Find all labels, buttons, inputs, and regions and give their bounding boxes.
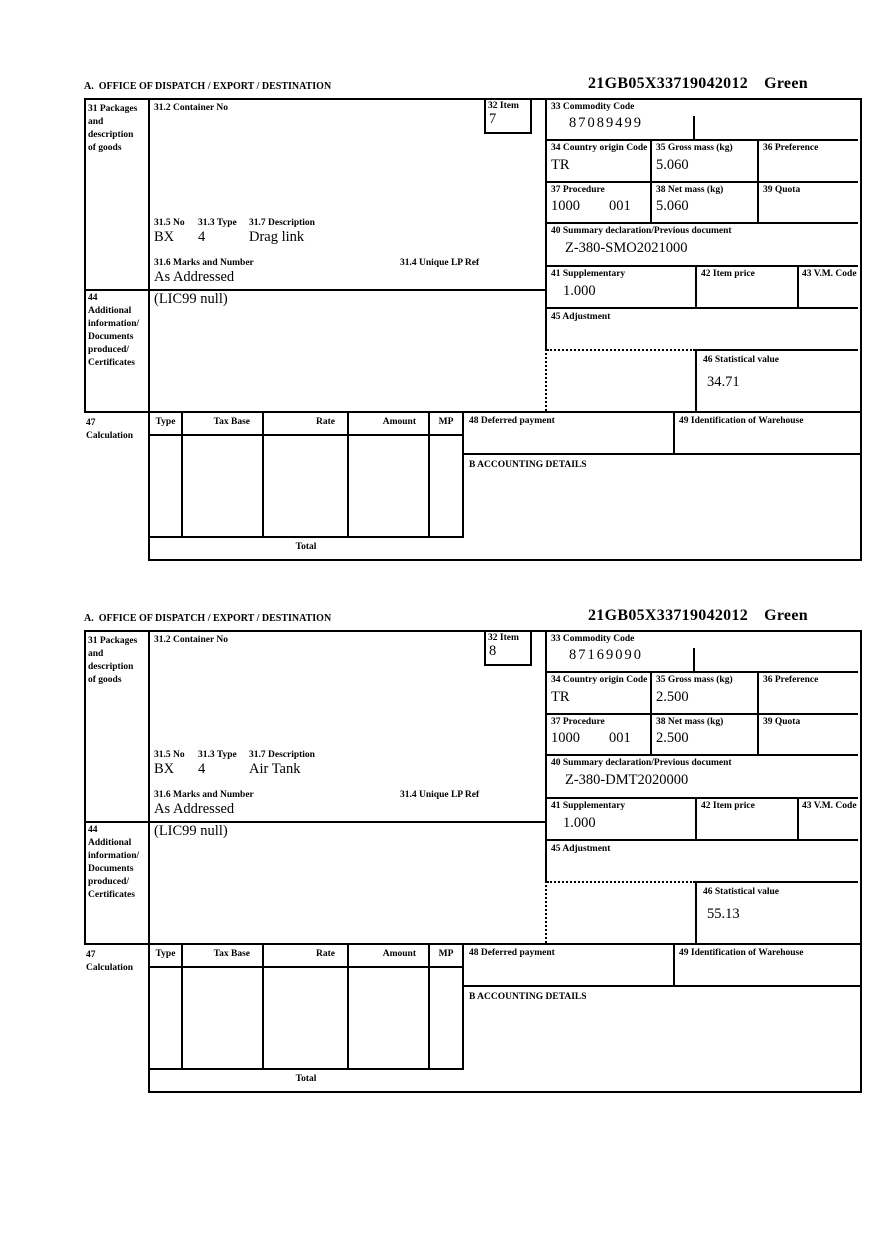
deferred-payment-label: 48 Deferred payment xyxy=(469,948,555,958)
box44-label-line: Certificates xyxy=(88,358,135,368)
preference-label: 36 Preference xyxy=(763,675,819,685)
box44-label xyxy=(88,824,139,902)
marks-label: 31.6 Marks and Number xyxy=(154,258,254,268)
box47-label-line: Calculation xyxy=(86,963,133,973)
preference-box xyxy=(759,673,858,715)
gross-mass-value: 2.500 xyxy=(656,689,689,705)
description-label: 31.7 Description xyxy=(249,750,315,760)
gross-mass-label: 35 Gross mass (kg) xyxy=(656,143,733,153)
country-origin-label: 34 Country origin Code xyxy=(551,143,648,153)
warehouse-identification-box xyxy=(675,945,862,987)
deferred-payment-box xyxy=(464,945,675,987)
statistical-value: 34.71 xyxy=(707,374,740,390)
box31-label xyxy=(88,103,137,155)
vm-code-box xyxy=(799,267,858,309)
box44-label-line: produced/ xyxy=(88,877,130,887)
item-price-label: 42 Item price xyxy=(701,801,755,811)
commodity-code-value: 87089499 xyxy=(569,115,643,131)
box31-label-line: 31 Packages xyxy=(88,104,138,114)
box31-label xyxy=(88,635,137,687)
divider xyxy=(148,632,150,943)
table-cell xyxy=(183,968,264,1068)
box47-label xyxy=(86,949,133,975)
vm-code-box xyxy=(799,799,858,841)
marks-label: 31.6 Marks and Number xyxy=(154,790,254,800)
box31-label-line: 31 Packages xyxy=(88,636,138,646)
statistical-value: 55.13 xyxy=(707,906,740,922)
box44-label-line: 44 xyxy=(88,825,98,835)
item-price-label: 42 Item price xyxy=(701,269,755,279)
goods-description-value: Drag link xyxy=(249,229,305,245)
package-type-label: 31.3 Type xyxy=(198,750,237,760)
item-price-box xyxy=(697,267,799,309)
divider xyxy=(148,100,150,411)
statistical-value-label: 46 Statistical value xyxy=(703,355,779,365)
vm-code-label: 43 V.M. Code xyxy=(802,801,857,811)
box44-label-line: Additional xyxy=(88,306,132,316)
procedure-suffix-value: 001 xyxy=(609,198,631,214)
movement-reference-number: 21GB05X33719042012 xyxy=(588,607,749,624)
box47-label-line: Calculation xyxy=(86,431,133,441)
box44-label-line: Additional xyxy=(88,838,132,848)
procedure-suffix-value: 001 xyxy=(609,730,631,746)
supplementary-value: 1.000 xyxy=(563,283,596,299)
box47-label xyxy=(86,417,133,443)
goods-description-value: Air Tank xyxy=(249,761,301,777)
unique-lp-ref-label: 31.4 Unique LP Ref xyxy=(400,790,480,800)
supplementary-box xyxy=(547,799,697,841)
box44-label-line: Documents xyxy=(88,864,134,874)
table-cell xyxy=(150,968,183,1068)
table-cell xyxy=(183,436,264,536)
column-header-amount: Amount xyxy=(349,413,430,436)
box44-label xyxy=(88,292,139,370)
procedure-value: 1000 xyxy=(551,198,580,214)
container-no-label: 31.2 Container No xyxy=(154,103,228,113)
additional-information-value: (LIC99 null) xyxy=(154,823,228,839)
preference-box xyxy=(759,141,858,183)
goods-item-area xyxy=(84,98,862,413)
column-header-mp: MP xyxy=(430,413,462,436)
dotted-divider-horizontal xyxy=(547,881,695,883)
routing-status: Green xyxy=(764,75,808,92)
previous-document-value: Z-380-DMT2020000 xyxy=(565,772,689,788)
box31-label-line: of goods xyxy=(88,675,122,685)
item-number-label: 32 Item xyxy=(488,101,519,111)
box31-label-line: and xyxy=(88,117,104,127)
box47-label-line: 47 xyxy=(86,950,96,960)
deferred-payment-label: 48 Deferred payment xyxy=(469,416,555,426)
box31-label-line: of goods xyxy=(88,143,122,153)
commodity-code-label: 33 Commodity Code xyxy=(551,102,635,112)
net-mass-label: 38 Net mass (kg) xyxy=(656,185,724,195)
box47-label-line: 47 xyxy=(86,418,96,428)
table-cell xyxy=(430,968,462,1068)
previous-document-label: 40 Summary declaration/Previous document xyxy=(551,758,732,768)
warehouse-identification-label: 49 Identification of Warehouse xyxy=(679,948,804,958)
accounting-details-label: B ACCOUNTING DETAILS xyxy=(469,992,587,1002)
package-no-value: BX xyxy=(154,229,175,245)
box44-label-line: Documents xyxy=(88,332,134,342)
net-mass-value: 2.500 xyxy=(656,730,689,746)
description-label: 31.7 Description xyxy=(249,218,315,228)
declaration-reference xyxy=(588,607,808,625)
box44-label-line: 44 xyxy=(88,293,98,303)
procedure-value: 1000 xyxy=(551,730,580,746)
previous-document-box xyxy=(547,756,858,799)
package-type-value: 4 xyxy=(198,229,206,245)
commodity-code-box xyxy=(547,100,858,141)
column-header-type: Type xyxy=(150,413,183,436)
gross-mass-value: 5.060 xyxy=(656,157,689,173)
commodity-code-label: 33 Commodity Code xyxy=(551,634,635,644)
box44-label-line: Certificates xyxy=(88,890,135,900)
quota-label: 39 Quota xyxy=(763,185,801,195)
calculation-table xyxy=(148,413,464,538)
column-header-tax-base: Tax Base xyxy=(183,945,264,968)
quota-box xyxy=(759,715,858,756)
quota-label: 39 Quota xyxy=(763,717,801,727)
package-no-value: BX xyxy=(154,761,175,777)
column-header-tax-base: Tax Base xyxy=(183,413,264,436)
supplementary-label: 41 Supplementary xyxy=(551,269,626,279)
package-no-label: 31.5 No xyxy=(154,750,185,760)
dotted-divider-vertical xyxy=(545,349,547,411)
statistical-value-label: 46 Statistical value xyxy=(703,887,779,897)
procedure-box xyxy=(547,715,652,756)
procedure-label: 37 Procedure xyxy=(551,185,605,195)
calculation-table-body xyxy=(150,436,462,536)
item-number-value: 7 xyxy=(489,111,497,127)
warehouse-identification-label: 49 Identification of Warehouse xyxy=(679,416,804,426)
box31-label-line: description xyxy=(88,662,134,672)
declaration-reference xyxy=(588,75,808,93)
table-cell xyxy=(349,436,430,536)
country-origin-value: TR xyxy=(551,157,570,173)
declaration-item-block xyxy=(0,594,882,1106)
previous-document-value: Z-380-SMO2021000 xyxy=(565,240,688,256)
preference-label: 36 Preference xyxy=(763,143,819,153)
country-origin-box xyxy=(547,673,652,715)
net-mass-label: 38 Net mass (kg) xyxy=(656,717,724,727)
statistical-value-box xyxy=(695,349,858,411)
vm-code-label: 43 V.M. Code xyxy=(802,269,857,279)
column-header-rate: Rate xyxy=(264,945,349,968)
adjustment-label: 45 Adjustment xyxy=(551,844,611,854)
dotted-divider-horizontal xyxy=(547,349,695,351)
movement-reference-number: 21GB05X33719042012 xyxy=(588,75,749,92)
goods-item-area xyxy=(84,630,862,945)
routing-status: Green xyxy=(764,607,808,624)
calculation-table xyxy=(148,945,464,1070)
box44-label-line: information/ xyxy=(88,319,140,329)
supplementary-box xyxy=(547,267,697,309)
column-header-amount: Amount xyxy=(349,945,430,968)
table-cell xyxy=(264,968,349,1068)
additional-information-value: (LIC99 null) xyxy=(154,291,228,307)
column-header-mp: MP xyxy=(430,945,462,968)
commodity-code-divider xyxy=(693,116,695,139)
package-type-value: 4 xyxy=(198,761,206,777)
box31-label-line: description xyxy=(88,130,134,140)
warehouse-identification-box xyxy=(675,413,862,455)
dotted-divider-vertical xyxy=(545,881,547,943)
procedure-label: 37 Procedure xyxy=(551,717,605,727)
accounting-details-label: B ACCOUNTING DETAILS xyxy=(469,460,587,470)
item-number-value: 8 xyxy=(489,643,497,659)
item-price-box xyxy=(697,799,799,841)
net-mass-value: 5.060 xyxy=(656,198,689,214)
box44-label-line: information/ xyxy=(88,851,140,861)
declaration-item-block xyxy=(0,62,882,574)
adjustment-box xyxy=(547,841,858,881)
table-cell xyxy=(264,436,349,536)
supplementary-value: 1.000 xyxy=(563,815,596,831)
package-no-label: 31.5 No xyxy=(154,218,185,228)
table-cell xyxy=(430,436,462,536)
country-origin-box xyxy=(547,141,652,183)
adjustment-box xyxy=(547,309,858,349)
accounting-details-box xyxy=(464,987,862,1093)
calculation-table-header xyxy=(150,413,462,436)
box31-label-line: and xyxy=(88,649,104,659)
country-origin-label: 34 Country origin Code xyxy=(551,675,648,685)
procedure-box xyxy=(547,183,652,224)
unique-lp-ref-label: 31.4 Unique LP Ref xyxy=(400,258,480,268)
table-cell xyxy=(150,436,183,536)
commodity-code-box xyxy=(547,632,858,673)
adjustment-label: 45 Adjustment xyxy=(551,312,611,322)
box44-label-line: produced/ xyxy=(88,345,130,355)
quota-box xyxy=(759,183,858,224)
column-header-type: Type xyxy=(150,945,183,968)
item-number-label: 32 Item xyxy=(488,633,519,643)
gross-mass-box xyxy=(652,141,759,183)
country-origin-value: TR xyxy=(551,689,570,705)
container-no-label: 31.2 Container No xyxy=(154,635,228,645)
marks-value: As Addressed xyxy=(154,269,235,285)
gross-mass-box xyxy=(652,673,759,715)
table-cell xyxy=(349,968,430,1068)
deferred-payment-box xyxy=(464,413,675,455)
commodity-code-divider xyxy=(693,648,695,671)
supplementary-label: 41 Supplementary xyxy=(551,801,626,811)
statistical-value-box xyxy=(695,881,858,943)
total-label: Total xyxy=(295,542,317,552)
calculation-table-header xyxy=(150,945,462,968)
package-type-label: 31.3 Type xyxy=(198,218,237,228)
column-header-rate: Rate xyxy=(264,413,349,436)
gross-mass-label: 35 Gross mass (kg) xyxy=(656,675,733,685)
previous-document-box xyxy=(547,224,858,267)
section-a-label: A. OFFICE OF DISPATCH / EXPORT / DESTINATION xyxy=(84,81,332,92)
item-number-box xyxy=(484,632,532,666)
marks-value: As Addressed xyxy=(154,801,235,817)
accounting-details-box xyxy=(464,455,862,561)
net-mass-box xyxy=(652,715,759,756)
total-label: Total xyxy=(295,1074,317,1084)
calculation-table-body xyxy=(150,968,462,1068)
previous-document-label: 40 Summary declaration/Previous document xyxy=(551,226,732,236)
section-a-label: A. OFFICE OF DISPATCH / EXPORT / DESTINATION xyxy=(84,613,332,624)
net-mass-box xyxy=(652,183,759,224)
commodity-code-value: 87169090 xyxy=(569,647,643,663)
item-number-box xyxy=(484,100,532,134)
